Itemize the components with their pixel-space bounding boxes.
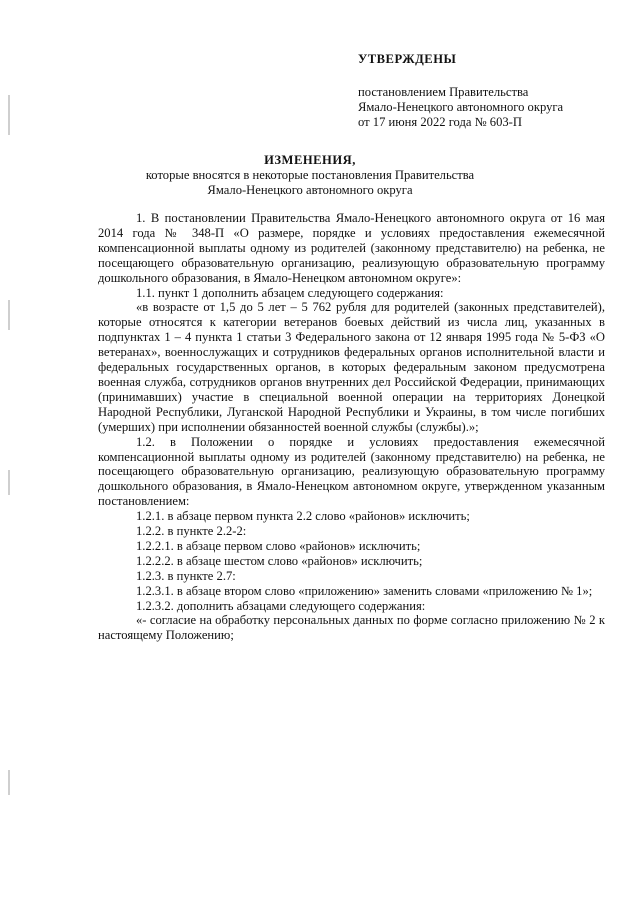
paragraph: 1.2.1. в абзаце первом пункта 2.2 слово «районов» исключить; [136, 509, 470, 524]
approval-block [358, 52, 628, 130]
paragraph: «- согласие на обработку персональных данных по форме согласно приложению № 2 к настоящему Положению; [98, 613, 605, 643]
paragraph: 1.2.2. в пункте 2.2-2: [136, 524, 247, 539]
document-title [80, 153, 540, 198]
paragraph: 1.2.2.1. в абзаце первом слово «районов» исключить; [136, 538, 421, 553]
scan-margin-mark [8, 470, 10, 495]
paragraph: 1.2.3. в пункте 2.7: [136, 568, 236, 583]
title-subtitle: Ямало-Ненецкого автономного округа [207, 183, 413, 197]
paragraph: 1.2.3.2. дополнить абзацами следующего содержания: [136, 598, 426, 613]
paragraph: 1.1. пункт 1 дополнить абзацем следующего содержания: [136, 285, 444, 300]
scan-margin-mark [8, 95, 10, 135]
paragraph: 1.2. в Положении о порядке и условиях предоставления ежемесячной компенсационной выплаты одному из родителей (законному представителю) на ребенка, не посещающего образовательную организацию, реализующую образовательную программу дошкольного образования, в Ямало-Ненецком автономном округе, утвержденном указанным постановлением: [98, 434, 605, 509]
title-subtitle: которые вносятся в некоторые постановления Правительства [145, 168, 475, 182]
document-body [98, 211, 605, 643]
paragraph: «в возрасте от 1,5 до 5 лет – 5 762 рубля для родителей (законных представителей), которые относятся к категории ветеранов боевых действий из числа лиц, указанных в подпунктах 1 – 4 пункта 1 статьи 3 Федерального закона от 12 января 1995 года № 5-ФЗ «О ветеранах», военнослужащих и сотрудников федеральных органов исполнительной власти и федеральных государственных органов, в которых федеральным законом предусмотрена военная служба, сотрудников органов внутренних дел Российской Федерации, принимающих (принимавших) участие в специальной военной операции на территориях Донецкой Народной Республики, Луганской Народной Республики и Украины, в том числе погибших (умерших) при исполнении обязанностей военной службы (службы).»; [98, 300, 605, 434]
scan-margin-mark [8, 770, 10, 795]
approval-line: Ямало-Ненецкого автономного округа [358, 100, 564, 114]
paragraph: 1.2.2.2. в абзаце шестом слово «районов» исключить; [136, 553, 423, 568]
paragraph: 1.2.3.1. в абзаце втором слово «приложению» заменить словами «приложению № 1»; [136, 583, 593, 598]
approval-line: постановлением Правительства [358, 85, 529, 99]
paragraph: 1. В постановлении Правительства Ямало-Ненецкого автономного округа от 16 мая 2014 года № 348-П «О размере, порядке и условиях предоставления ежемесячной компенсационной выплаты одному из родителей (законному представителю) на ребенка, не посещающего образовательную организацию, реализующую образовательную программу дошкольного образования, в Ямало-Ненецком автономном округе»: [98, 211, 605, 285]
approval-line: от 17 июня 2022 года № 603-П [358, 115, 522, 129]
approval-heading: УТВЕРЖДЕНЫ [358, 52, 457, 66]
title-main: ИЗМЕНЕНИЯ, [264, 153, 356, 167]
scan-margin-mark [8, 300, 10, 330]
